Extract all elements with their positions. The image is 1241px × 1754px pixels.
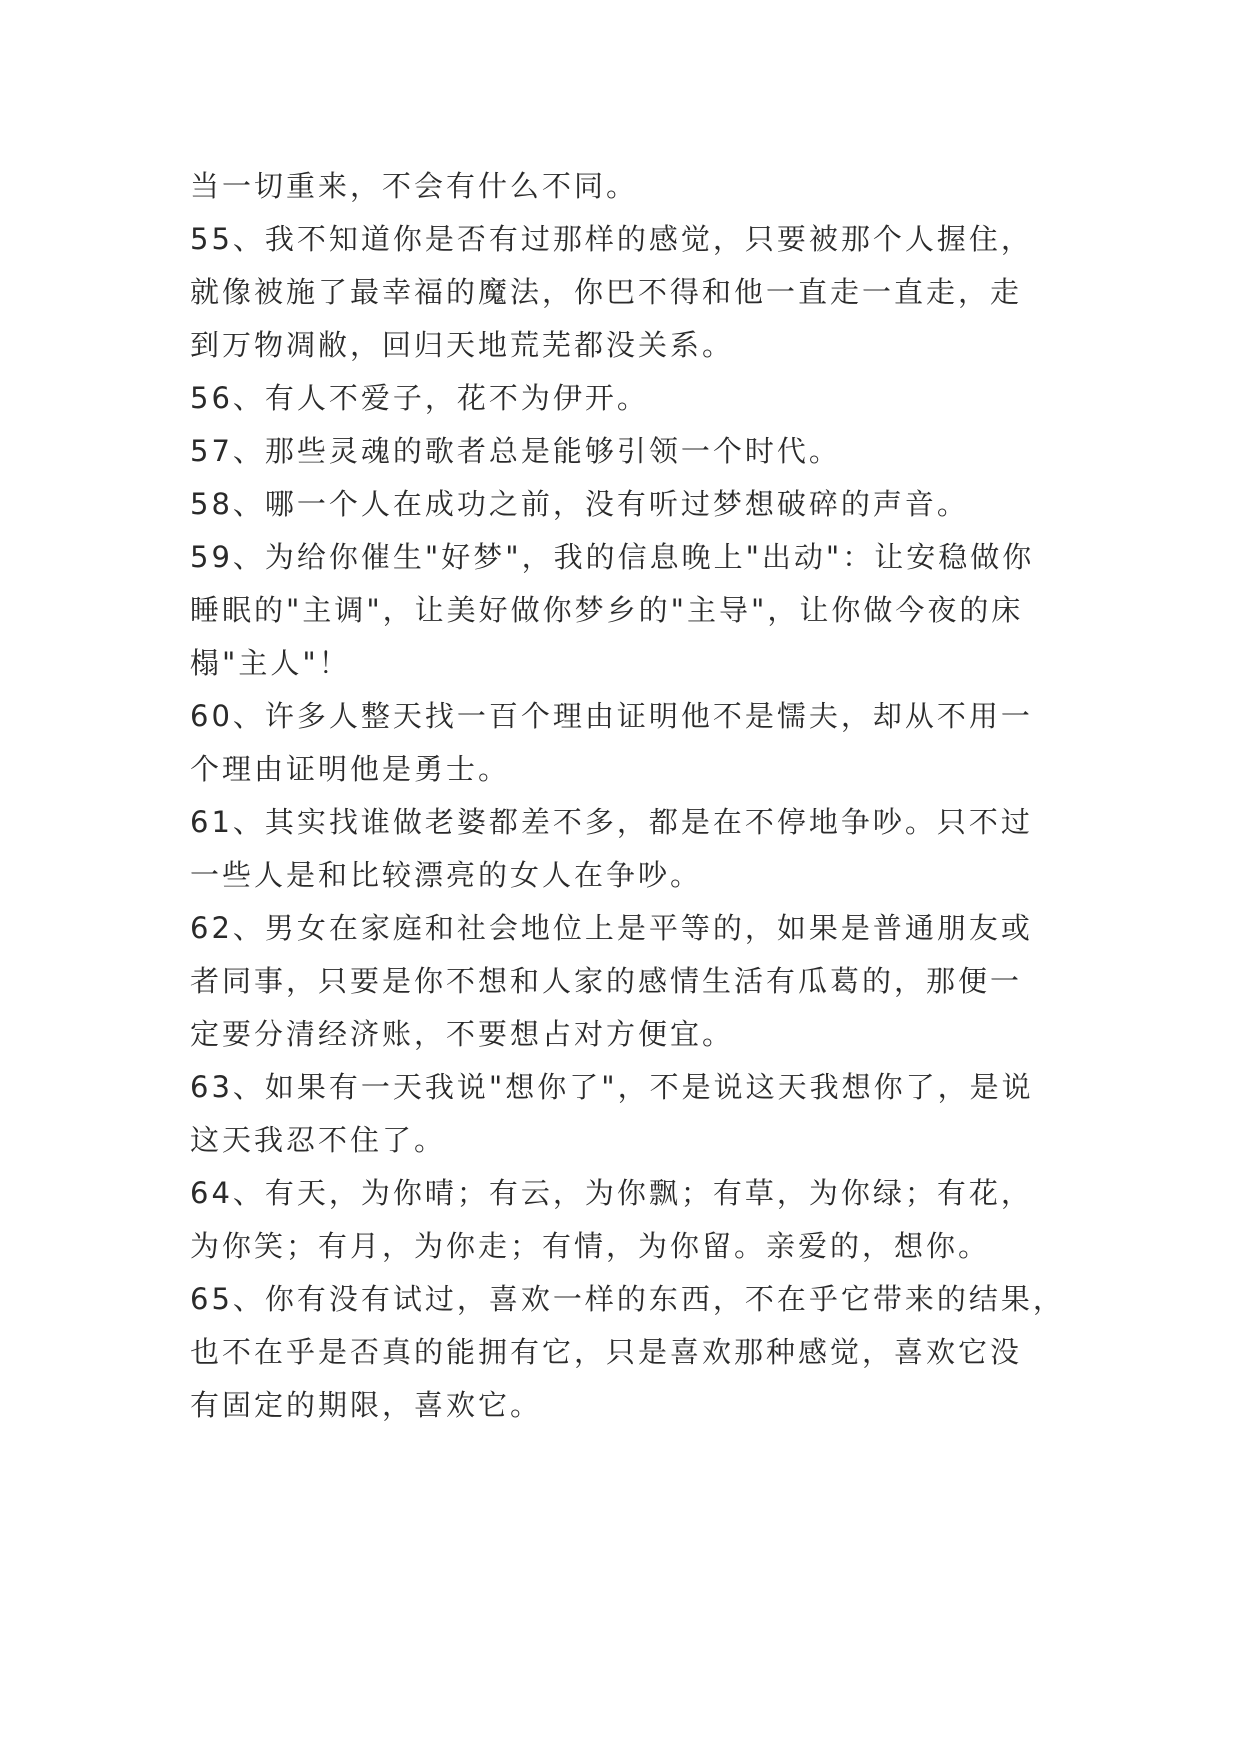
text-line: 59、为给你催生"好梦"，我的信息晚上"出动"：让安稳做你: [190, 540, 1035, 574]
text-line: 58、哪一个人在成功之前，没有听过梦想破碎的声音。: [190, 487, 969, 521]
text-line: 65、你有没有试过，喜欢一样的东西，不在乎它带来的结果，: [190, 1282, 1065, 1316]
text-line: 这天我忍不住了。: [190, 1123, 447, 1157]
text-line: 57、那些灵魂的歌者总是能够引领一个时代。: [190, 434, 841, 468]
text-line: 有固定的期限，喜欢它。: [190, 1388, 543, 1422]
text-line: 睡眠的"主调"，让美好做你梦乡的"主导"，让你做今夜的床: [190, 593, 1024, 627]
text-line: 者同事，只要是你不想和人家的感情生活有瓜葛的，那便一: [190, 964, 1023, 998]
text-line: 也不在乎是否真的能拥有它，只是喜欢那种感觉，喜欢它没: [190, 1335, 1023, 1369]
text-line: 定要分清经济账，不要想占对方便宜。: [190, 1017, 735, 1051]
document-body: [190, 160, 1070, 1432]
text-line: 62、男女在家庭和社会地位上是平等的，如果是普通朋友或: [190, 911, 1033, 945]
text-line: 一些人是和比较漂亮的女人在争吵。: [190, 858, 703, 892]
text-line: 55、我不知道你是否有过那样的感觉，只要被那个人握住，: [190, 222, 1033, 256]
text-line: 63、如果有一天我说"想你了"，不是说这天我想你了，是说: [190, 1070, 1034, 1104]
text-line: 64、有天，为你晴；有云，为你飘；有草，为你绿；有花，: [190, 1176, 1033, 1210]
text-line: 个理由证明他是勇士。: [190, 752, 511, 786]
text-line: 就像被施了最幸福的魔法，你巴不得和他一直走一直走，走: [190, 275, 1023, 309]
text-line: 为你笑；有月，为你走；有情，为你留。亲爱的，想你。: [190, 1229, 991, 1263]
text-line: 当一切重来，不会有什么不同。: [190, 169, 639, 203]
text-line: 60、许多人整天找一百个理由证明他不是懦夫，却从不用一: [190, 699, 1033, 733]
text-line: 到万物凋敝，回归天地荒芜都没关系。: [190, 328, 735, 362]
text-line: 61、其实找谁做老婆都差不多，都是在不停地争吵。只不过: [190, 805, 1033, 839]
text-line: 榻"主人"！: [190, 646, 351, 680]
text-line: 56、有人不爱子，花不为伊开。: [190, 381, 649, 415]
